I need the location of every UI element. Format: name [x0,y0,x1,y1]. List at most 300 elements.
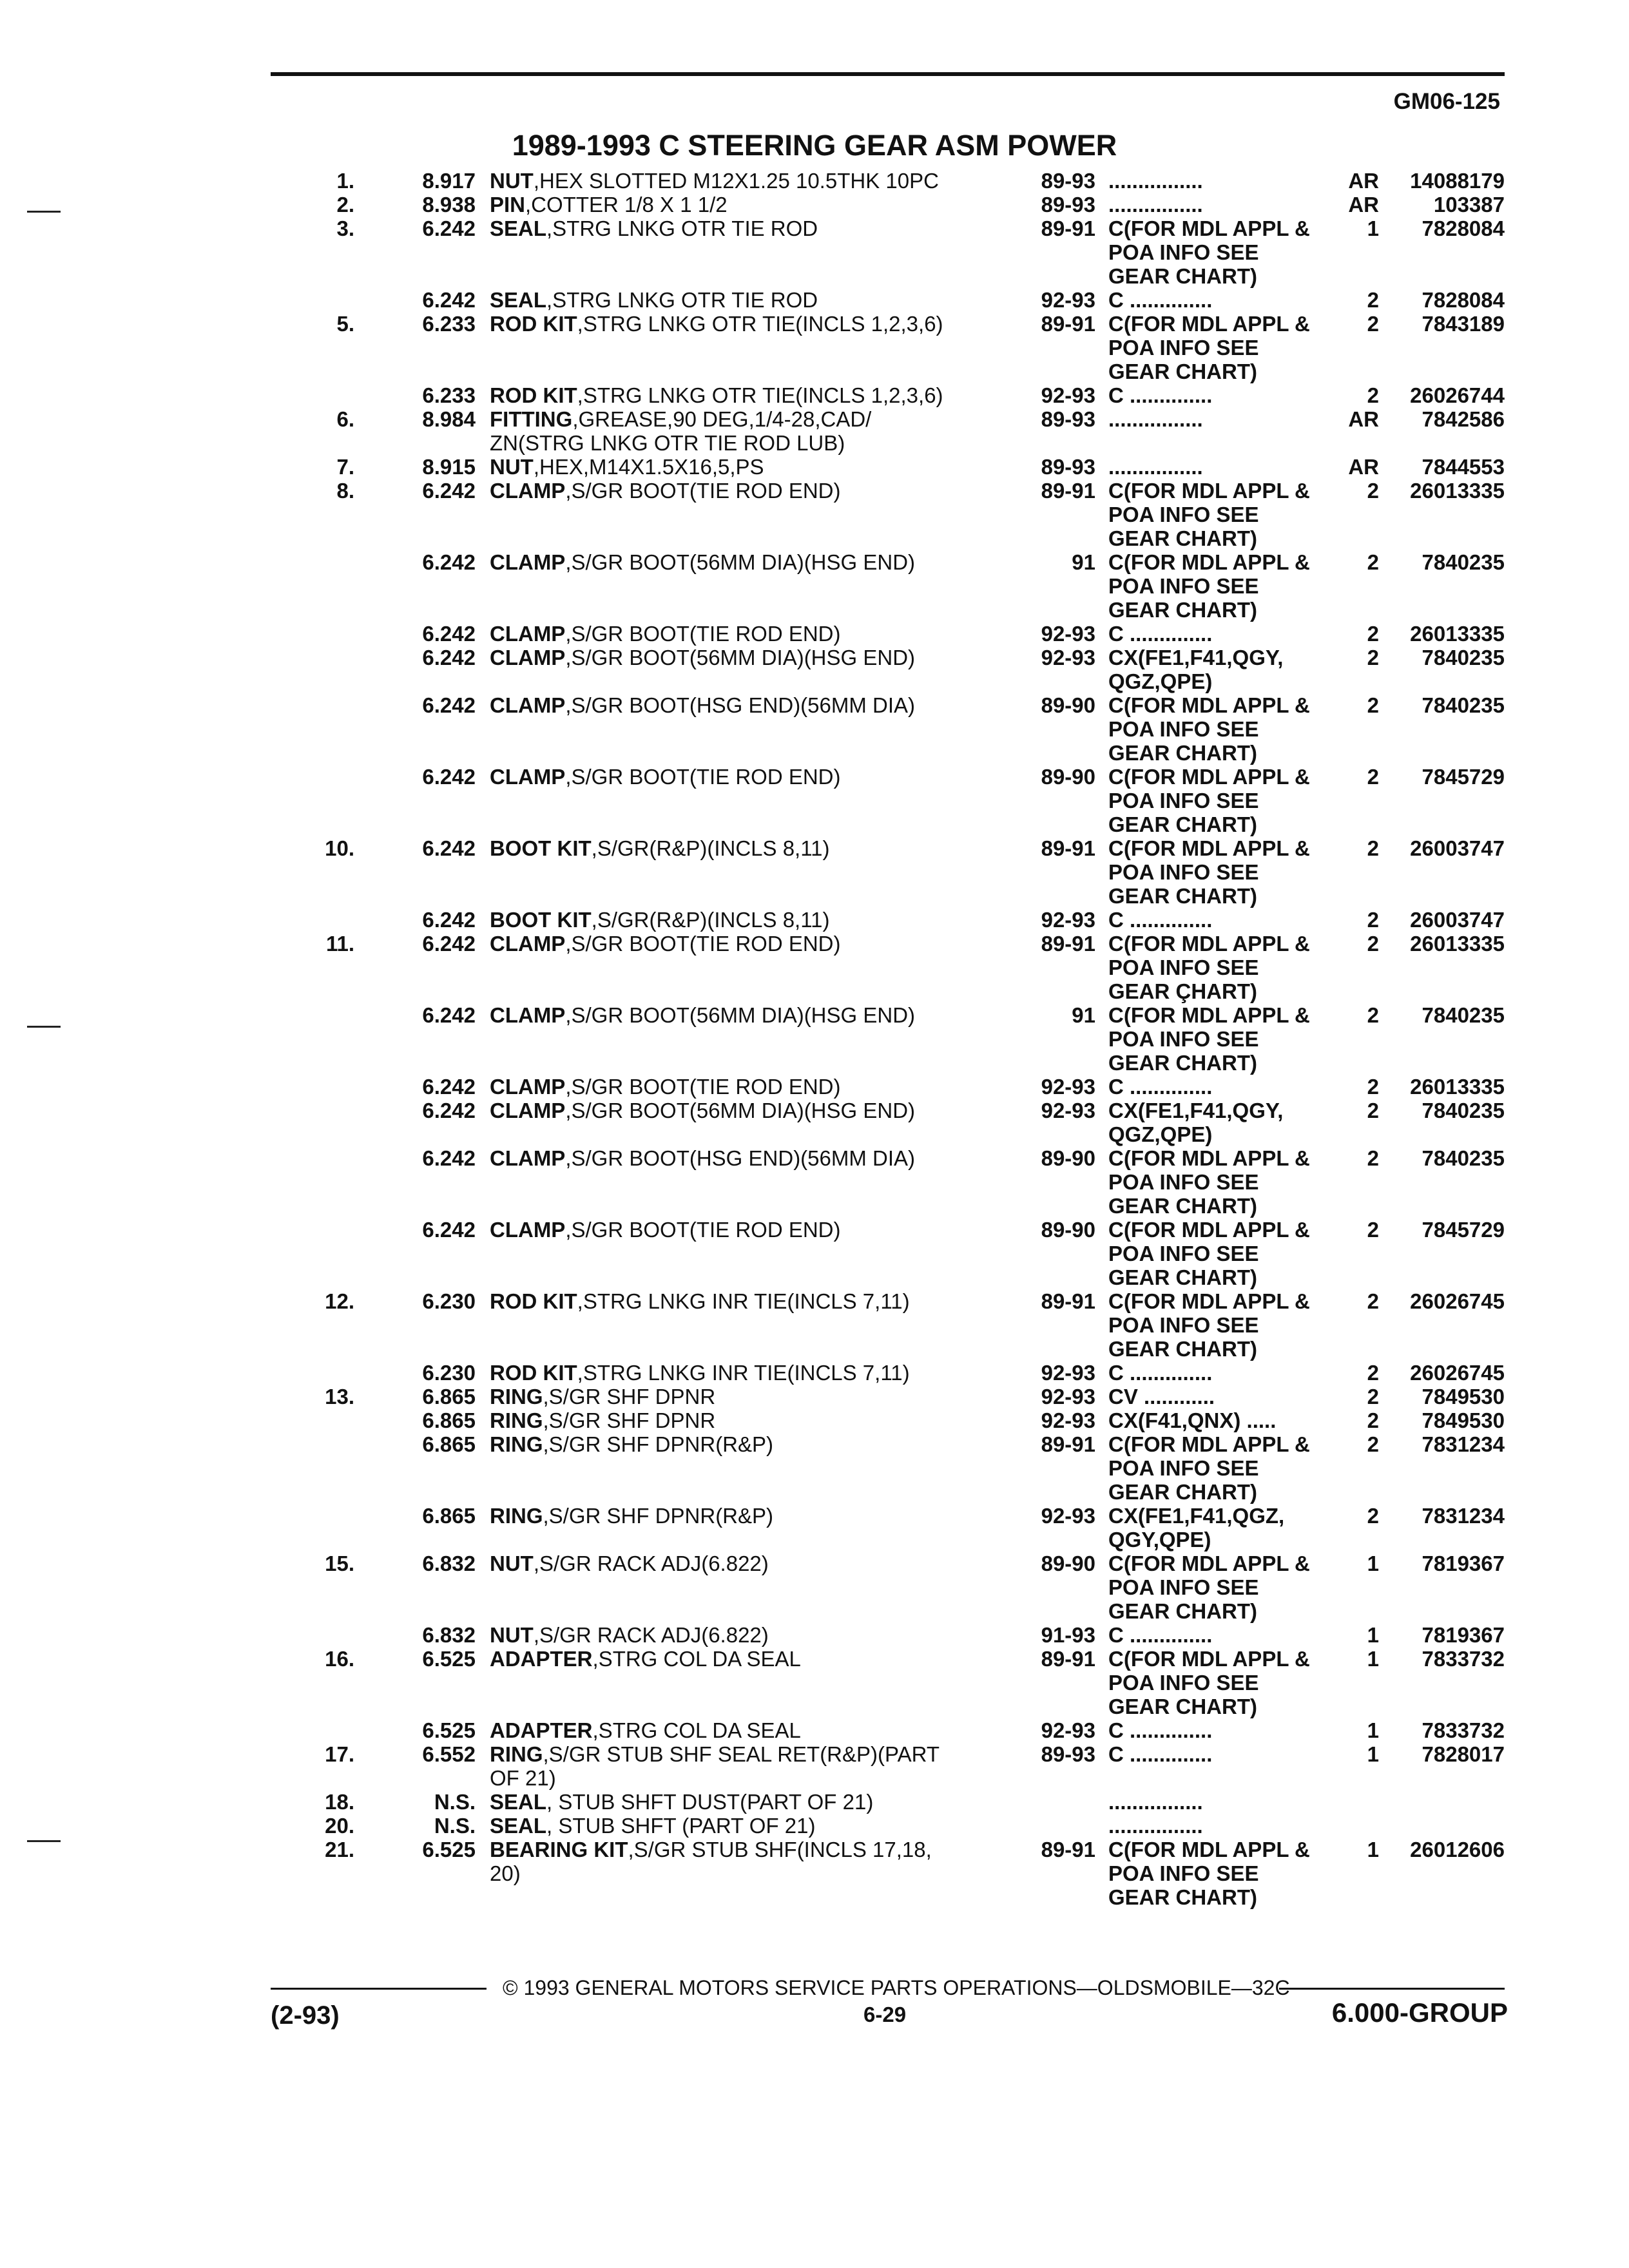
usage-note: CX(FE1,F41,QGY, [1108,1099,1284,1122]
usage-note: ................ [1108,1814,1203,1838]
part-name [490,646,915,669]
part-description: ,S/GR SHF DPNR(R&P) [543,1432,774,1456]
model-years: 89-93 [1041,169,1095,193]
part-number: 7828017 [1422,1742,1505,1766]
part-description-cont: 20) [490,1861,521,1885]
usage-note-cont: GEAR ÇHART) [1108,979,1257,1003]
ref-number: 17. [325,1742,354,1766]
part-row [0,693,1629,765]
usage-note: C .............. [1108,383,1213,407]
group-number: 6.233 [422,312,476,336]
ref-number: 2. [336,193,354,216]
part-name-bold: BOOT KIT [490,836,592,860]
usage-note-cont: POA INFO SEE [1108,503,1259,526]
part-description: ,S/GR BOOT(HSG END)(56MM DIA) [565,1146,916,1170]
quantity: 2 [1367,836,1379,860]
part-name-bold: CLAMP [490,1075,566,1099]
quantity: 2 [1367,1432,1379,1456]
ref-number: 21. [325,1838,354,1861]
group-number: 8.915 [422,455,476,479]
part-description: ,HEX,M14X1.5X16,5,PS [533,455,764,479]
part-name-bold: CLAMP [490,693,566,717]
part-name [490,169,939,193]
usage-note: C(FOR MDL APPL & [1108,765,1310,789]
part-name-bold: ADAPTER [490,1647,593,1671]
group-number: 6.865 [422,1432,476,1456]
model-years: 92-93 [1041,908,1095,932]
group-number: 6.865 [422,1385,476,1408]
part-number: 7843189 [1422,312,1505,336]
usage-note-cont: POA INFO SEE [1108,240,1259,264]
part-row [0,1218,1629,1289]
quantity: 1 [1367,1838,1379,1861]
model-years: 89-91 [1041,1838,1095,1861]
usage-note-cont: GEAR CHART) [1108,812,1257,836]
quantity: 2 [1367,288,1379,312]
usage-note: CV ............ [1108,1385,1215,1408]
model-years: 89-91 [1041,1432,1095,1456]
part-name-bold: PIN [490,193,526,216]
part-number: 7840235 [1422,1099,1505,1122]
part-name [490,288,818,312]
usage-note-cont: GEAR CHART) [1108,264,1257,288]
part-number: 26026745 [1410,1289,1505,1313]
group-number: 6.242 [422,1218,476,1242]
group-number: 8.917 [422,169,476,193]
usage-note: C(FOR MDL APPL & [1108,479,1310,503]
usage-note-cont: POA INFO SEE [1108,1170,1259,1194]
part-number: 7840235 [1422,1146,1505,1170]
group-number: 6.242 [422,908,476,932]
part-description: , STUB SHFT DUST(PART OF 21) [546,1790,874,1814]
part-name-bold: CLAMP [490,765,566,789]
model-years: 91 [1072,1003,1095,1027]
part-row [0,1432,1629,1504]
usage-note-cont: POA INFO SEE [1108,1861,1259,1885]
usage-note: C(FOR MDL APPL & [1108,1838,1310,1861]
part-name [490,765,841,789]
model-years: 89-91 [1041,216,1095,240]
part-row [0,622,1629,646]
part-description: ,S/GR SHF DPNR(R&P) [543,1504,774,1528]
part-number: 7840235 [1422,646,1505,669]
part-row [0,1552,1629,1623]
part-name [490,1218,841,1242]
group-number: N.S. [434,1790,476,1814]
group-number: 6.242 [422,693,476,717]
group-number: 6.233 [422,383,476,407]
quantity: 2 [1367,1504,1379,1528]
part-name-bold: FITTING [490,407,573,431]
part-name [490,1075,841,1099]
part-name-bold: CLAMP [490,479,566,503]
usage-note: C .............. [1108,288,1213,312]
part-number: 26013335 [1410,932,1505,956]
part-name-bold: CLAMP [490,1218,566,1242]
group-number: N.S. [434,1814,476,1838]
part-name-bold: SEAL [490,216,547,240]
part-name [490,1623,769,1647]
model-years: 89-90 [1041,765,1095,789]
part-row [0,1408,1629,1432]
part-description: , STUB SHFT (PART OF 21) [546,1814,816,1838]
part-row [0,908,1629,932]
model-years: 89-93 [1041,1742,1095,1766]
usage-note: C(FOR MDL APPL & [1108,1146,1310,1170]
part-name [490,1385,715,1408]
quantity: 2 [1367,765,1379,789]
usage-note-cont: QGZ,QPE) [1108,669,1213,693]
ref-number: 3. [336,216,354,240]
group-number: 6.552 [422,1742,476,1766]
part-description: ,HEX SLOTTED M12X1.25 10.5THK 10PC [533,169,939,193]
usage-note: C(FOR MDL APPL & [1108,1552,1310,1575]
quantity: 2 [1367,550,1379,574]
part-row [0,1814,1629,1838]
part-name [490,550,915,574]
quantity: 2 [1367,646,1379,669]
part-number: 7845729 [1422,1218,1505,1242]
usage-note-cont: GEAR CHART) [1108,1194,1257,1218]
part-name-bold: RING [490,1408,543,1432]
ref-number: 12. [325,1289,354,1313]
part-name [490,1552,769,1575]
part-description: ,STRG LNKG OTR TIE ROD [546,288,818,312]
part-description: ,STRG LNKG OTR TIE(INCLS 1,2,3,6) [577,383,943,407]
model-years: 89-91 [1041,1289,1095,1313]
group-number: 6.242 [422,288,476,312]
part-name [490,1814,815,1838]
part-number: 7828084 [1422,216,1505,240]
quantity: 2 [1367,1003,1379,1027]
part-description: ,S/GR(R&P)(INCLS 8,11) [591,836,830,860]
group-number: 6.242 [422,836,476,860]
part-name-bold: ROD KIT [490,1361,577,1385]
part-number: 7828084 [1422,288,1505,312]
quantity: 2 [1367,383,1379,407]
part-name [490,407,871,431]
part-description: ,STRG LNKG OTR TIE(INCLS 1,2,3,6) [577,312,943,336]
quantity: 2 [1367,312,1379,336]
model-years: 89-91 [1041,1647,1095,1671]
ref-number: 7. [336,455,354,479]
group-number: 6.230 [422,1361,476,1385]
group-number: 6.242 [422,765,476,789]
page-id: GM06-125 [1393,89,1500,114]
part-number: 7819367 [1422,1552,1505,1575]
usage-note-cont: QGY,QPE) [1108,1528,1211,1552]
usage-note: C .............. [1108,1623,1213,1647]
part-number: 7849530 [1422,1408,1505,1432]
part-row [0,1742,1629,1790]
part-name-bold: ROD KIT [490,383,577,407]
model-years: 89-93 [1041,407,1095,431]
part-description: ,S/GR BOOT(56MM DIA)(HSG END) [565,646,916,669]
group-number: 6.242 [422,1146,476,1170]
part-description: ,S/GR STUB SHF SEAL RET(R&P)(PART [543,1742,940,1766]
part-number: 26013335 [1410,1075,1505,1099]
part-row [0,288,1629,312]
part-name [490,693,915,717]
part-description: ,S/GR BOOT(56MM DIA)(HSG END) [565,1099,916,1122]
part-description: ,S/GR BOOT(TIE ROD END) [565,622,841,646]
usage-note: ................ [1108,193,1203,216]
part-number: 26012606 [1410,1838,1505,1861]
usage-note: C .............. [1108,622,1213,646]
usage-note: C .............. [1108,1361,1213,1385]
model-years: 92-93 [1041,1408,1095,1432]
usage-note-cont: GEAR CHART) [1108,598,1257,622]
page-number: 6-29 [863,2003,907,2026]
part-row [0,169,1629,193]
margin-mark [27,1840,61,1842]
part-description: ,S/GR BOOT(HSG END)(56MM DIA) [565,693,916,717]
quantity: 2 [1367,1218,1379,1242]
model-years: 92-93 [1041,646,1095,669]
part-row [0,1504,1629,1552]
usage-note: C(FOR MDL APPL & [1108,1003,1310,1027]
part-row [0,479,1629,550]
ref-number: 18. [325,1790,354,1814]
usage-note-cont: GEAR CHART) [1108,360,1257,383]
part-description: ,S/GR BOOT(TIE ROD END) [565,1075,841,1099]
usage-note-cont: GEAR CHART) [1108,1599,1257,1623]
part-name-bold: ADAPTER [490,1718,593,1742]
group-number: 6.242 [422,550,476,574]
usage-note-cont: POA INFO SEE [1108,789,1259,812]
part-row [0,1838,1629,1909]
usage-note-cont: GEAR CHART) [1108,1885,1257,1909]
usage-note: C(FOR MDL APPL & [1108,693,1310,717]
part-row [0,932,1629,1003]
part-name [490,1003,915,1027]
part-name [490,1099,915,1122]
part-name [490,1838,932,1861]
part-name-bold: CLAMP [490,932,566,956]
part-name [490,622,841,646]
part-name-bold: CLAMP [490,646,566,669]
part-description: ,GREASE,90 DEG,1/4-28,CAD/ [572,407,872,431]
part-description: ,COTTER 1/8 X 1 1/2 [525,193,728,216]
part-row [0,836,1629,908]
part-row [0,765,1629,836]
part-name [490,1146,915,1170]
usage-note: CX(FE1,F41,QGY, [1108,646,1284,669]
part-description-cont: OF 21) [490,1766,556,1790]
ref-number: 11. [325,932,354,956]
group-number: 6.242 [422,932,476,956]
part-name [490,312,943,336]
model-years: 92-93 [1041,383,1095,407]
part-number: 7849530 [1422,1385,1505,1408]
group-number: 6.242 [422,1099,476,1122]
group-number: 6.242 [422,1003,476,1027]
usage-note-cont: POA INFO SEE [1108,574,1259,598]
usage-note-cont: POA INFO SEE [1108,336,1259,360]
part-number: 7831234 [1422,1504,1505,1528]
quantity: AR [1348,407,1379,431]
part-name-bold: NUT [490,169,534,193]
part-name [490,1790,873,1814]
usage-note-cont: POA INFO SEE [1108,1671,1259,1695]
part-description: ,S/GR(R&P)(INCLS 8,11) [591,908,830,932]
group-number: 6.242 [422,646,476,669]
part-number: 7819367 [1422,1623,1505,1647]
model-years: 92-93 [1041,288,1095,312]
part-row [0,1385,1629,1408]
quantity: AR [1348,169,1379,193]
part-name [490,908,829,932]
part-name [490,1432,773,1456]
part-name-bold: RING [490,1385,543,1408]
usage-note: ................ [1108,169,1203,193]
part-name-bold: RING [490,1742,543,1766]
usage-note-cont: QGZ,QPE) [1108,1122,1213,1146]
usage-note-cont: GEAR CHART) [1108,526,1257,550]
quantity: 2 [1367,622,1379,646]
usage-note: C .............. [1108,1718,1213,1742]
usage-note: C(FOR MDL APPL & [1108,216,1310,240]
part-name [490,193,728,216]
footer-rule-left [271,1988,487,1990]
ref-number: 8. [336,479,354,503]
margin-mark [27,1026,61,1028]
part-row [0,193,1629,216]
part-name [490,1742,940,1766]
part-name [490,1647,801,1671]
part-row [0,1289,1629,1361]
part-description: ,STRG LNKG OTR TIE ROD [546,216,818,240]
group-number: 6.242 [422,1075,476,1099]
part-row [0,383,1629,407]
usage-note: C(FOR MDL APPL & [1108,550,1310,574]
model-years: 92-93 [1041,1718,1095,1742]
model-years: 89-91 [1041,932,1095,956]
model-years: 92-93 [1041,1099,1095,1122]
model-years: 89-93 [1041,193,1095,216]
part-name [490,836,829,860]
part-description: ,S/GR BOOT(TIE ROD END) [565,765,841,789]
part-description: ,S/GR STUB SHF(INCLS 17,18, [628,1838,932,1861]
model-years: 89-91 [1041,479,1095,503]
ref-number: 16. [325,1647,354,1671]
part-description: ,S/GR RACK ADJ(6.822) [533,1623,769,1647]
part-row [0,1623,1629,1647]
part-number: 7840235 [1422,1003,1505,1027]
part-name-bold: CLAMP [490,622,566,646]
part-name-bold: ROD KIT [490,312,577,336]
group-label: 6.000-GROUP [1331,1997,1508,2028]
part-name-bold: SEAL [490,1814,547,1838]
part-description: ,STRG LNKG INR TIE(INCLS 7,11) [577,1289,910,1313]
usage-note: C(FOR MDL APPL & [1108,312,1310,336]
quantity: 1 [1367,216,1379,240]
part-row [0,312,1629,383]
usage-note: CX(F41,QNX) ..... [1108,1408,1277,1432]
group-number: 8.938 [422,193,476,216]
quantity: 2 [1367,1289,1379,1313]
quantity: 2 [1367,1075,1379,1099]
usage-note: CX(FE1,F41,QGZ, [1108,1504,1285,1528]
usage-note-cont: GEAR CHART) [1108,1051,1257,1075]
model-years: 91 [1072,550,1095,574]
part-description: ,S/GR BOOT(TIE ROD END) [565,1218,841,1242]
usage-note: C .............. [1108,1075,1213,1099]
model-years: 89-90 [1041,1552,1095,1575]
group-number: 6.865 [422,1408,476,1432]
part-name [490,383,943,407]
usage-note: C(FOR MDL APPL & [1108,1218,1310,1242]
part-number: 103387 [1433,193,1505,216]
quantity: 1 [1367,1552,1379,1575]
part-name [490,216,818,240]
usage-note-cont: POA INFO SEE [1108,1242,1259,1265]
ref-number: 13. [325,1385,354,1408]
usage-note: ................ [1108,1790,1203,1814]
part-number: 26013335 [1410,622,1505,646]
model-years: 89-91 [1041,836,1095,860]
ref-number: 20. [325,1814,354,1838]
usage-note: C(FOR MDL APPL & [1108,836,1310,860]
ref-number: 6. [336,407,354,431]
group-number: 6.832 [422,1623,476,1647]
part-number: 26013335 [1410,479,1505,503]
part-row [0,550,1629,622]
part-name [490,1718,801,1742]
part-row [0,407,1629,455]
date-code: (2-93) [271,2001,340,2030]
part-name-bold: NUT [490,1623,534,1647]
part-description: ,S/GR BOOT(56MM DIA)(HSG END) [565,1003,916,1027]
usage-note-cont: GEAR CHART) [1108,1695,1257,1718]
parts-list [0,169,1629,1909]
usage-note-cont: POA INFO SEE [1108,1456,1259,1480]
model-years: 89-90 [1041,693,1095,717]
quantity: 1 [1367,1742,1379,1766]
usage-note-cont: POA INFO SEE [1108,1027,1259,1051]
part-row [0,1003,1629,1075]
part-name-bold: ROD KIT [490,1289,577,1313]
model-years: 92-93 [1041,1075,1095,1099]
usage-note: C(FOR MDL APPL & [1108,1289,1310,1313]
part-number: 26003747 [1410,836,1505,860]
part-row [0,1718,1629,1742]
part-number: 7845729 [1422,765,1505,789]
part-number: 14088179 [1410,169,1505,193]
group-number: 6.525 [422,1838,476,1861]
part-name [490,1361,910,1385]
group-number: 6.865 [422,1504,476,1528]
part-name [490,455,764,479]
copyright-line: © 1993 GENERAL MOTORS SERVICE PARTS OPERATIONS—OLDSMOBILE—32C [503,1976,1290,1999]
part-name-bold: BOOT KIT [490,908,592,932]
quantity: 2 [1367,932,1379,956]
group-number: 6.525 [422,1647,476,1671]
group-number: 6.832 [422,1552,476,1575]
ref-number: 5. [336,312,354,336]
quantity: 2 [1367,1146,1379,1170]
part-number: 26026745 [1410,1361,1505,1385]
part-row [0,1146,1629,1218]
quantity: 2 [1367,693,1379,717]
part-name-bold: SEAL [490,288,547,312]
part-description: ,S/GR SHF DPNR [543,1408,716,1432]
group-number: 6.242 [422,622,476,646]
group-number: 6.242 [422,216,476,240]
part-row [0,646,1629,693]
part-number: 26003747 [1410,908,1505,932]
quantity: 1 [1367,1623,1379,1647]
